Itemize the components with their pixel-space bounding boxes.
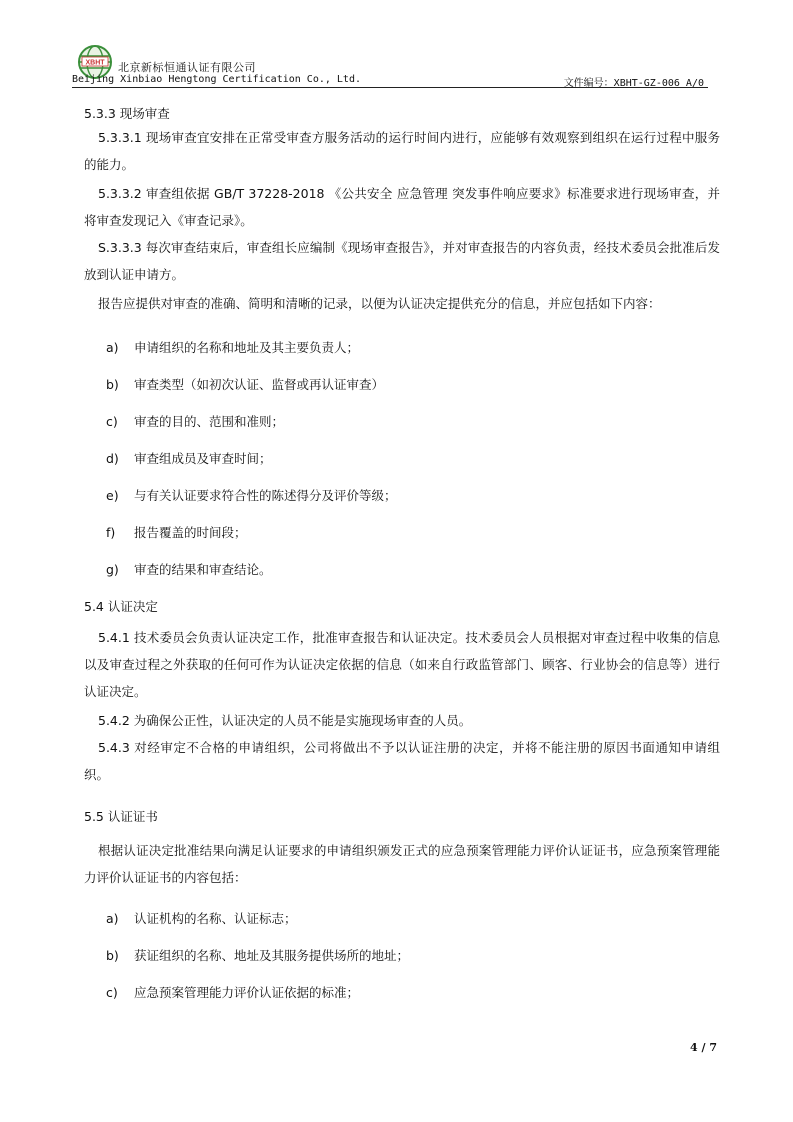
list-item [106, 946, 409, 964]
list-text: 与有关认证要求符合性的陈述得分及评价等级； [134, 488, 397, 503]
heading-5-5: 5.5 认证证书 [84, 809, 158, 824]
list-marker: d) [106, 451, 119, 466]
list-item [106, 983, 359, 1001]
list-item [106, 909, 297, 927]
paragraph-5-4-1: 5.4.1 技术委员会负责认证决定工作，批准审查报告和认证决定。技术委员会人员根据对审查过程中收集的信息以及审查过程之外获取的任何可作为认证决定依据的信息（如来自行政监管部门、顾客、行业协会的信息等）进行认证决定。 [84, 630, 720, 699]
list-marker: c) [106, 414, 118, 429]
paragraph-5-5: 根据认证决定批准结果向满足认证要求的申请组织颁发正式的应急预案管理能力评价认证证书，应急预案管理能力评价认证证书的内容包括： [84, 843, 720, 885]
document-number: 文件编号：XBHT-GZ-006 A/0 [563, 78, 704, 89]
list-item [106, 375, 384, 393]
page-header [72, 44, 708, 88]
list-item [106, 449, 272, 467]
paragraph-report-requirements: 报告应提供对审查的准确、简明和清晰的记录，以便为认证决定提供充分的信息，并应包括如下内容： [98, 296, 661, 311]
list-text: 获证组织的名称、地址及其服务提供场所的地址； [134, 948, 410, 963]
paragraph-5-3-3-3: S.3.3.3 每次审查结束后，审查组长应编制《现场审查报告》，并对审查报告的内容负责，经技术委员会批准后发放到认证申请方。 [84, 240, 720, 282]
list-marker: c) [106, 985, 118, 1000]
list-marker: a) [106, 911, 119, 926]
page-number: 4 / 7 [690, 1041, 717, 1054]
list-marker: f) [106, 525, 116, 540]
list-text: 认证机构的名称、认证标志； [134, 911, 297, 926]
list-text: 应急预案管理能力评价认证依据的标准； [134, 985, 360, 1000]
list-marker: b) [106, 948, 119, 963]
list-item [106, 523, 247, 541]
list-text: 审查的结果和审查结论。 [134, 562, 272, 577]
list-marker: a) [106, 340, 119, 355]
list-item [106, 560, 272, 578]
list-text: 审查类型（如初次认证、监督或再认证审查） [134, 377, 385, 392]
heading-5-3-3: 5.3.3 现场审查 [84, 106, 170, 121]
company-name-cn: 北京新标恒通认证有限公司 [118, 61, 256, 74]
list-marker: b) [106, 377, 119, 392]
paragraph-5-4-3: 5.4.3 对经审定不合格的申请组织，公司将做出不予以认证注册的决定，并将不能注册的原因书面通知申请组织。 [84, 740, 720, 782]
list-text: 审查的目的、范围和准则； [134, 414, 285, 429]
list-marker: e) [106, 488, 119, 503]
company-name-en: Beijing Xinbiao Hengtong Certification Co., Ltd. [72, 74, 361, 85]
list-text: 报告覆盖的时间段； [134, 525, 247, 540]
heading-5-4: 5.4 认证决定 [84, 599, 158, 614]
logo-text: XBHT [85, 59, 105, 67]
list-item [106, 486, 397, 504]
paragraph-5-3-3-1: 5.3.3.1 现场审查宜安排在正常受审查方服务活动的运行时间内进行，应能够有效观察到组织在运行过程中服务的能力。 [84, 130, 720, 172]
list-item [106, 338, 359, 356]
paragraph-5-3-3-2: 5.3.3.2 审查组依据 GB/T 37228-2018 《公共安全 应急管理 突发事件响应要求》标准要求进行现场审查，并将审查发现记入《审查记录》。 [84, 186, 720, 228]
header-divider [72, 87, 708, 88]
list-text: 申请组织的名称和地址及其主要负责人； [134, 340, 360, 355]
list-marker: g) [106, 562, 119, 577]
list-item [106, 412, 284, 430]
list-text: 审查组成员及审查时间； [134, 451, 272, 466]
paragraph-5-4-2: 5.4.2 为确保公正性，认证决定的人员不能是实施现场审查的人员。 [98, 713, 472, 728]
